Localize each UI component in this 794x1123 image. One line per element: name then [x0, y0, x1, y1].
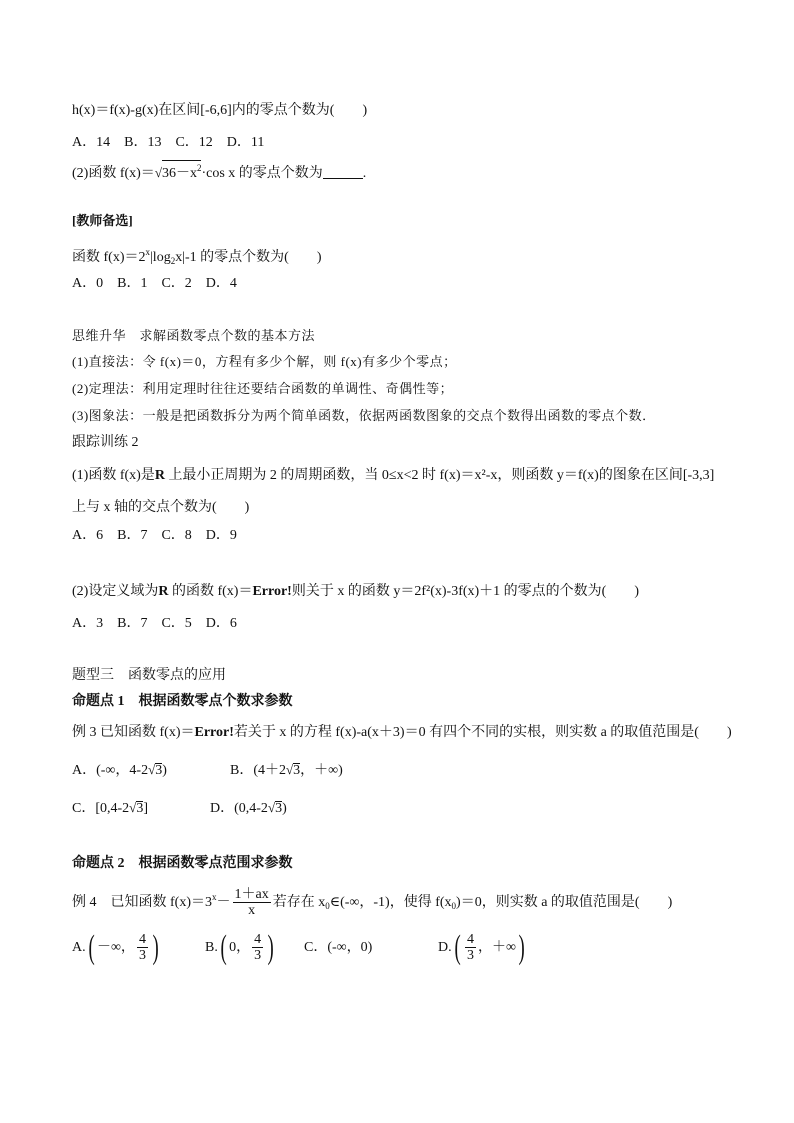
summary-item-1: (1)直接法：令 f(x)＝0，方程有多少个解，则 f(x)有多少个零点； — [72, 354, 457, 369]
track-q1-b: 上最小正周期为 2 的周期函数，当 0≤x<2 时 f(x)＝x²-x，则函数 y＝f(x)的图象在区间[-3,3] — [164, 468, 715, 483]
teacher-section-title: [教师备选] — [72, 213, 133, 228]
ex4-minus: － — [216, 895, 231, 910]
optD-num: 4 — [466, 932, 474, 948]
summary-title: 思维升华 求解函数零点个数的基本方法 — [72, 328, 316, 343]
track-q2-c: 则关于 x 的函数 y＝2f²(x)-3f(x)＋1 的零点的个数为( ) — [291, 584, 639, 599]
teacher-stem-a: 函数 f(x)＝2 — [72, 250, 146, 265]
optA-den: 3 — [138, 948, 146, 964]
ex4-option-A — [72, 930, 161, 966]
optB-a: B．(4＋2 — [230, 763, 286, 778]
question-stem-line — [72, 102, 367, 120]
track-q2-error: Error! — [252, 584, 292, 599]
question-text: h(x)＝f(x)-g(x)在区间[-6,6]内的零点个数为( ) — [72, 103, 368, 118]
ex4-d: ∈(-∞，-1)，使得 f(x — [329, 895, 452, 910]
optD-a: D．(0,4-2 — [210, 801, 268, 816]
question-2 — [72, 160, 366, 183]
ex4-num: 1＋ax — [234, 887, 269, 903]
optB-left: 0， — [229, 940, 251, 955]
right-paren: ) — [152, 928, 159, 966]
ex3-option-C — [72, 799, 148, 818]
ex4-e: )＝0，则实数 a 的取值范围是( ) — [456, 895, 673, 910]
optC-b: ] — [143, 801, 148, 816]
answer-options — [72, 134, 264, 152]
optD-b: ) — [282, 801, 287, 816]
ex3-option-A — [72, 761, 167, 780]
right-paren: ) — [518, 928, 525, 966]
q2-suffix: ·cos x 的零点个数为 — [201, 166, 323, 181]
ex3-error: Error! — [194, 725, 234, 740]
ex4-sup: x — [212, 892, 217, 902]
track-q1-options: A．6 B．7 C．8 D．9 — [72, 528, 237, 543]
optA-label: A. — [72, 940, 86, 955]
ex4-sub2: 0 — [451, 901, 457, 911]
ex3-option-B — [230, 761, 343, 780]
ex4-c: 若存在 x — [272, 895, 326, 910]
track-q2-R: R — [158, 584, 169, 599]
left-paren: ( — [220, 928, 227, 966]
teacher-stem-sub: 2 — [170, 256, 176, 266]
sqrt-symbol: √ — [148, 762, 156, 777]
track-q1-line2: 上与 x 轴的交点个数为( ) — [72, 500, 250, 515]
sqrt-symbol: √ — [267, 800, 276, 815]
optB-num: 4 — [254, 932, 262, 948]
ex4-option-C: C．(-∞，0) — [304, 940, 373, 955]
example-3 — [72, 724, 732, 742]
sqrt-radicand — [162, 160, 202, 181]
exponent: 2 — [196, 163, 202, 173]
optA-num: 4 — [138, 932, 146, 948]
left-paren: ( — [88, 928, 95, 966]
ex3-option-D — [210, 799, 287, 818]
left-paren: ( — [454, 928, 461, 966]
q2-end: . — [362, 166, 367, 181]
teacher-options: A．0 B．1 C．2 D．4 — [72, 276, 237, 291]
point2-title: 命题点 2 根据函数零点范围求参数 — [72, 856, 293, 871]
track-q2 — [72, 583, 639, 601]
teacher-stem-c: x|-1 的零点个数为( ) — [175, 250, 322, 265]
point1-title: 命题点 1 根据函数零点个数求参数 — [72, 694, 293, 709]
optC-radicand: 3 — [136, 801, 144, 816]
optB-radicand: 3 — [293, 763, 301, 778]
ex4-a: 例 4 已知函数 f(x)＝3 — [72, 895, 212, 910]
optA-left: －∞， — [96, 940, 135, 955]
track-q1-R: R — [154, 468, 165, 483]
optB-fraction — [252, 932, 263, 963]
optA-fraction — [137, 932, 148, 963]
ex4-option-B — [205, 930, 277, 966]
ex4-option-D — [438, 930, 527, 966]
optD-right: ，＋∞ — [477, 940, 516, 955]
ex4-sub: 0 — [325, 901, 330, 911]
ex4-den: x — [248, 903, 256, 919]
teacher-stem-b: |log — [150, 250, 171, 265]
optB-b: ，＋∞) — [300, 763, 343, 778]
optD-radicand: 3 — [275, 801, 283, 816]
summary-item-2: (2)定理法：利用定理时往往还要结合函数的单调性、奇偶性等； — [72, 381, 454, 396]
track-q1-a: (1)函数 f(x)是 — [72, 468, 155, 483]
optC-a: C．[0,4-2 — [72, 801, 130, 816]
optD-den: 3 — [466, 948, 474, 964]
options-text: A．14 B．13 C．12 D．11 — [72, 135, 265, 150]
answer-blank[interactable] — [323, 166, 363, 179]
sqrt-symbol: √ — [286, 762, 294, 777]
ex3-b: 若关于 x 的方程 f(x)-a(x＋3)＝0 有四个不同的实根，则实数 a 的取值范围是( ) — [233, 725, 732, 740]
track-q2-options: A．3 B．7 C．5 D．6 — [72, 616, 237, 631]
optB-den: 3 — [254, 948, 262, 964]
summary-item-3: (3)图象法：一般是把函数拆分为两个简单函数，依据两函数图象的交点个数得出函数的零点个数． — [72, 408, 656, 423]
track-title: 跟踪训练 2 — [72, 435, 139, 450]
type3-title: 题型三 函数零点的应用 — [72, 668, 226, 683]
ex4-fraction — [233, 887, 271, 918]
optA-b: ) — [162, 763, 167, 778]
optA-a: A．(-∞，4-2 — [72, 763, 149, 778]
ex3-a: 例 3 已知函数 f(x)＝ — [72, 725, 195, 740]
teacher-stem-sup: x — [145, 247, 150, 257]
optD-fraction — [465, 932, 476, 963]
optB-label: B. — [205, 940, 218, 955]
sqrt-symbol: √ — [129, 800, 137, 815]
q2-prefix: (2)函数 f(x)＝ — [72, 166, 155, 181]
track-q1-line1 — [72, 467, 714, 485]
sqrt-symbol: √ — [154, 165, 162, 180]
optA-radicand: 3 — [155, 763, 163, 778]
radicand-text: 36－x — [161, 166, 197, 181]
teacher-question — [72, 243, 322, 270]
track-q2-a: (2)设定义域为 — [72, 584, 159, 599]
right-paren: ) — [267, 928, 274, 966]
track-q2-b: 的函数 f(x)＝ — [168, 584, 253, 599]
example-4 — [72, 878, 672, 925]
optD-label: D. — [438, 940, 452, 955]
